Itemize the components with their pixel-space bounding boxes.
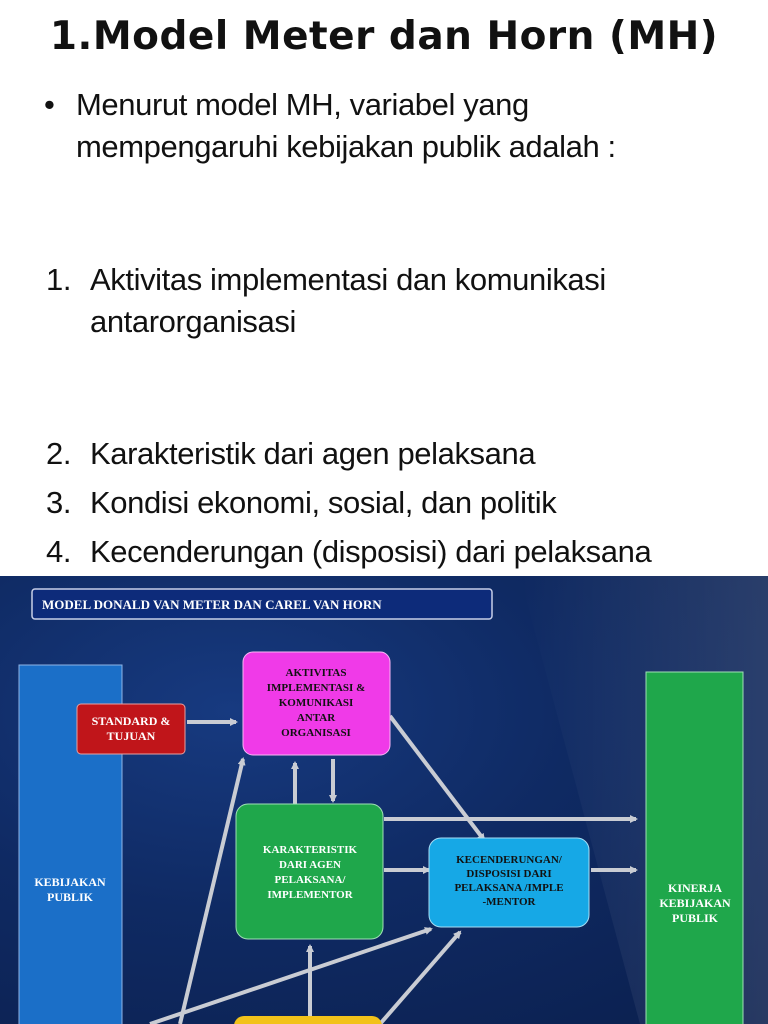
aktivitas-label-1: AKTIVITAS xyxy=(285,667,347,679)
list-number: 2. xyxy=(46,436,72,471)
arrow-lingkungan-to-kecenderungan-2 xyxy=(380,932,460,1024)
intro-item xyxy=(0,84,768,168)
kebijakan-label-2: PUBLIK xyxy=(46,890,94,904)
karakteristik-label-4: IMPLEMENTOR xyxy=(267,889,353,901)
standard-label-1: STANDARD & xyxy=(91,714,171,728)
list-item-text: Aktivitas implementasi dan komunikasi xyxy=(90,262,606,297)
karakteristik-label-2: DARI AGEN xyxy=(278,859,342,871)
standard-label-2: TUJUAN xyxy=(106,729,156,743)
variable-list xyxy=(0,84,768,569)
intro-line-2: mempengaruhi kebijakan publik adalah : xyxy=(76,129,616,164)
aktivitas-label-3: KOMUNIKASI xyxy=(278,697,354,709)
list-number: 3. xyxy=(46,485,72,520)
arrow-aktivitas-to-kecenderungan xyxy=(390,716,484,840)
list-item-text: Kondisi ekonomi, sosial, dan politik xyxy=(90,485,557,520)
list-item-1 xyxy=(0,178,768,339)
aktivitas-label-2: IMPLEMENTASI & xyxy=(266,682,366,694)
arrow-lingkungan-to-aktivitas xyxy=(180,759,243,1024)
intro-line-1: Menurut model MH, variabel yang xyxy=(76,87,529,122)
kinerja-label-1: KINERJA xyxy=(667,881,723,895)
mh-model-diagram xyxy=(0,576,768,1024)
karakteristik-label-3: PELAKSANA/ xyxy=(274,874,346,886)
kecenderungan-label-2: DISPOSISI DARI xyxy=(466,868,552,880)
karakteristik-label-1: KARAKTERISTIK xyxy=(262,844,358,856)
karakteristik-box xyxy=(236,804,383,939)
diagram-header: MODEL DONALD VAN METER DAN CAREL VAN HORN xyxy=(42,597,382,612)
lingkungan-box xyxy=(234,1016,382,1024)
aktivitas-label-5: ORGANISASI xyxy=(281,727,351,739)
kecenderungan-label-4: -MENTOR xyxy=(482,896,536,908)
kinerja-label-2: KEBIJAKAN xyxy=(659,896,731,910)
kecenderungan-label-1: KECENDERUNGAN/ xyxy=(456,854,562,866)
kinerja-box xyxy=(646,672,743,1024)
aktivitas-label-4: ANTAR xyxy=(296,712,336,724)
kinerja-label-3: PUBLIK xyxy=(671,911,719,925)
kebijakan-label-1: KEBIJAKAN xyxy=(34,875,106,889)
diagram-canvas xyxy=(0,576,768,1024)
list-item-text: Karakteristik dari agen pelaksana xyxy=(90,436,536,471)
list-item-text-cont: antarorganisasi xyxy=(90,304,296,339)
list-number: 1. xyxy=(46,262,72,297)
list-item-text: Kecenderungan (disposisi) dari pelaksana xyxy=(90,534,652,569)
bullet-marker: • xyxy=(44,87,55,122)
slide-title: 1.Model Meter dan Horn (MH) xyxy=(49,14,719,59)
list-number: 4. xyxy=(46,534,72,569)
kecenderungan-label-3: PELAKSANA /IMPLE xyxy=(454,882,564,894)
